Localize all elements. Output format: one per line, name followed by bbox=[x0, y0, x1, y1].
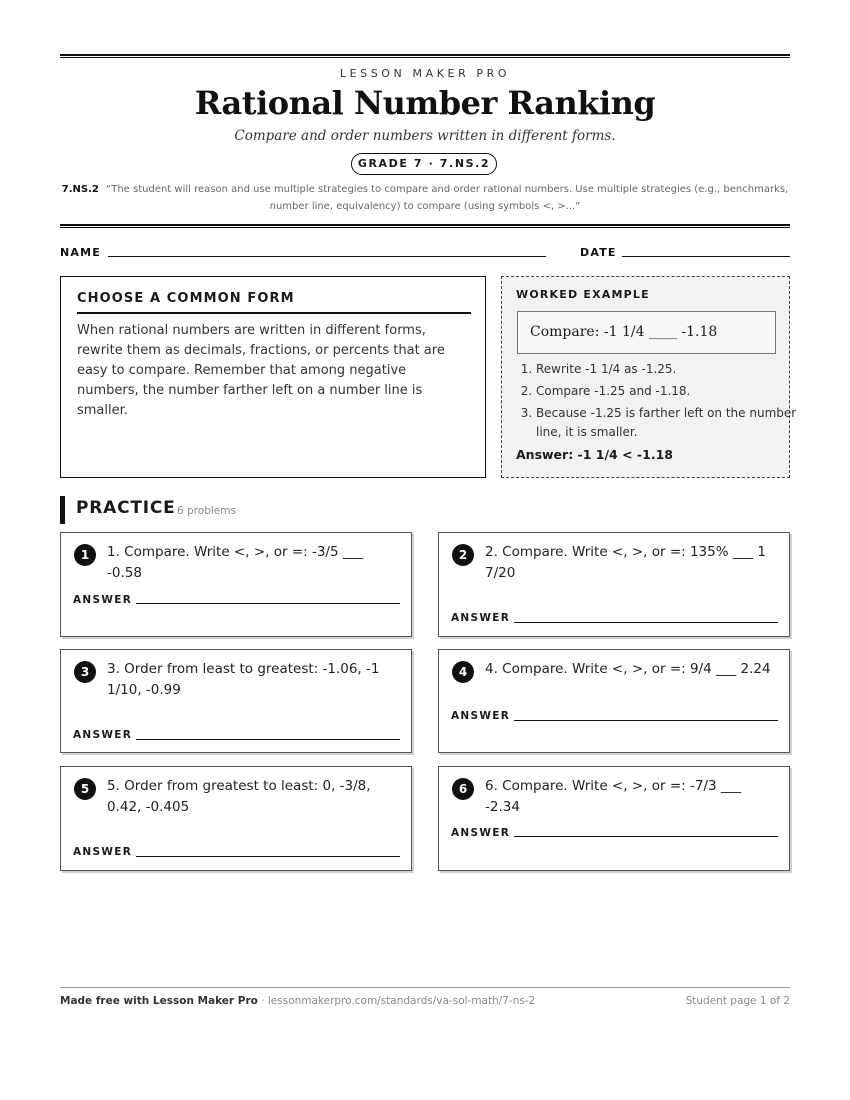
grade-badge: GRADE 7 · 7.NS.2 bbox=[351, 153, 497, 175]
page-subtitle: Compare and order numbers written in different forms. bbox=[234, 128, 616, 144]
problem-text: 6. Compare. Write <, >, or =: -7/3 ___ -2.34 bbox=[485, 778, 742, 815]
answer-field[interactable] bbox=[136, 603, 400, 604]
problem-number-badge: 4 bbox=[452, 661, 474, 683]
worked-example-box bbox=[501, 276, 797, 478]
problem-card-3 bbox=[60, 649, 412, 753]
answer-field[interactable] bbox=[514, 622, 778, 623]
practice-count: 6 problems bbox=[177, 505, 236, 517]
date-label: DATE bbox=[580, 246, 617, 259]
standard-text: “The student will reason and use multiple strategies to compare and order rational numbers. Use multiple strategies (e.g., benchmarks, number line, equivalency) to compare (using symbols <, >...” bbox=[106, 184, 789, 212]
problem-number-badge: 1 bbox=[74, 544, 96, 566]
answer-label: ANSWER bbox=[451, 710, 511, 722]
heading-underline bbox=[77, 312, 471, 314]
problem-number-badge: 2 bbox=[452, 544, 474, 566]
answer-label: ANSWER bbox=[451, 827, 511, 839]
footer-url[interactable]: · lessonmakerpro.com/standards/va-sol-math/7-ns-2 bbox=[257, 995, 536, 1007]
answer-label: ANSWER bbox=[73, 729, 133, 741]
answer-label: ANSWER bbox=[73, 594, 133, 606]
footer-page-number: Student page 1 of 2 bbox=[685, 995, 790, 1007]
answer-field[interactable] bbox=[514, 836, 778, 837]
brand-kicker: LESSON MAKER PRO bbox=[339, 67, 511, 80]
name-field[interactable] bbox=[108, 256, 546, 257]
worked-example-steps bbox=[516, 360, 798, 445]
answer-field[interactable] bbox=[514, 720, 778, 721]
header-bottom-rule bbox=[60, 224, 790, 228]
problem-text: 3. Order from least to greatest: -1.06, -1 1/10, -0.99 bbox=[107, 661, 380, 698]
problem-number-badge: 5 bbox=[74, 778, 96, 800]
problem-card-1 bbox=[60, 532, 412, 637]
problem-card-4 bbox=[438, 649, 790, 753]
standard-code: 7.NS.2 bbox=[61, 184, 99, 195]
name-label: NAME bbox=[60, 246, 101, 259]
problem-text: 2. Compare. Write <, >, or =: 135% ___ 1 7/20 bbox=[485, 544, 766, 581]
answer-label: ANSWER bbox=[73, 846, 133, 858]
problem-card-5 bbox=[60, 766, 412, 871]
practice-heading: PRACTICE bbox=[76, 498, 176, 518]
footer-credit bbox=[60, 995, 535, 1007]
common-form-body: When rational numbers are written in different forms, rewrite them as decimals, fractions, or percents that are easy to compare. Remember that among negative numbers, the number farther left on a number line is smaller. bbox=[77, 323, 445, 418]
problem-text: 4. Compare. Write <, >, or =: 9/4 ___ 2.24 bbox=[485, 661, 771, 677]
answer-field[interactable] bbox=[136, 856, 400, 857]
common-form-heading: CHOOSE A COMMON FORM bbox=[77, 291, 295, 306]
problem-number-badge: 3 bbox=[74, 661, 96, 683]
problem-card-2 bbox=[438, 532, 790, 637]
date-field[interactable] bbox=[622, 256, 790, 257]
problem-number-badge: 6 bbox=[452, 778, 474, 800]
worked-example-answer: Answer: -1 1/4 < -1.18 bbox=[516, 447, 673, 462]
standard-statement bbox=[60, 181, 790, 215]
worksheet-page bbox=[60, 0, 797, 1100]
problem-card-6 bbox=[438, 766, 790, 871]
footer-brand: Made free with Lesson Maker Pro bbox=[60, 995, 258, 1007]
problem-text: 1. Compare. Write <, >, or =: -3/5 ___ -0.58 bbox=[107, 544, 364, 581]
worked-example-step: 3. Because -1.25 is farther left on the number line, it is smaller. bbox=[536, 404, 798, 442]
footer-rule bbox=[60, 987, 790, 988]
worked-example-heading: WORKED EXAMPLE bbox=[516, 288, 650, 301]
top-double-rule bbox=[60, 54, 790, 58]
page-title: Rational Number Ranking bbox=[194, 84, 656, 122]
problem-text: 5. Order from greatest to least: 0, -3/8, 0.42, -0.405 bbox=[107, 778, 371, 815]
answer-field[interactable] bbox=[136, 739, 400, 740]
practice-accent-bar bbox=[60, 496, 65, 524]
answer-label: ANSWER bbox=[451, 612, 511, 624]
common-form-box bbox=[60, 276, 486, 478]
worked-example-prompt: Compare: -1 1/4 ____ -1.18 bbox=[517, 311, 776, 354]
worked-example-step: 1. Rewrite -1 1/4 as -1.25. bbox=[536, 360, 798, 379]
worked-example-step: 2. Compare -1.25 and -1.18. bbox=[536, 382, 798, 401]
